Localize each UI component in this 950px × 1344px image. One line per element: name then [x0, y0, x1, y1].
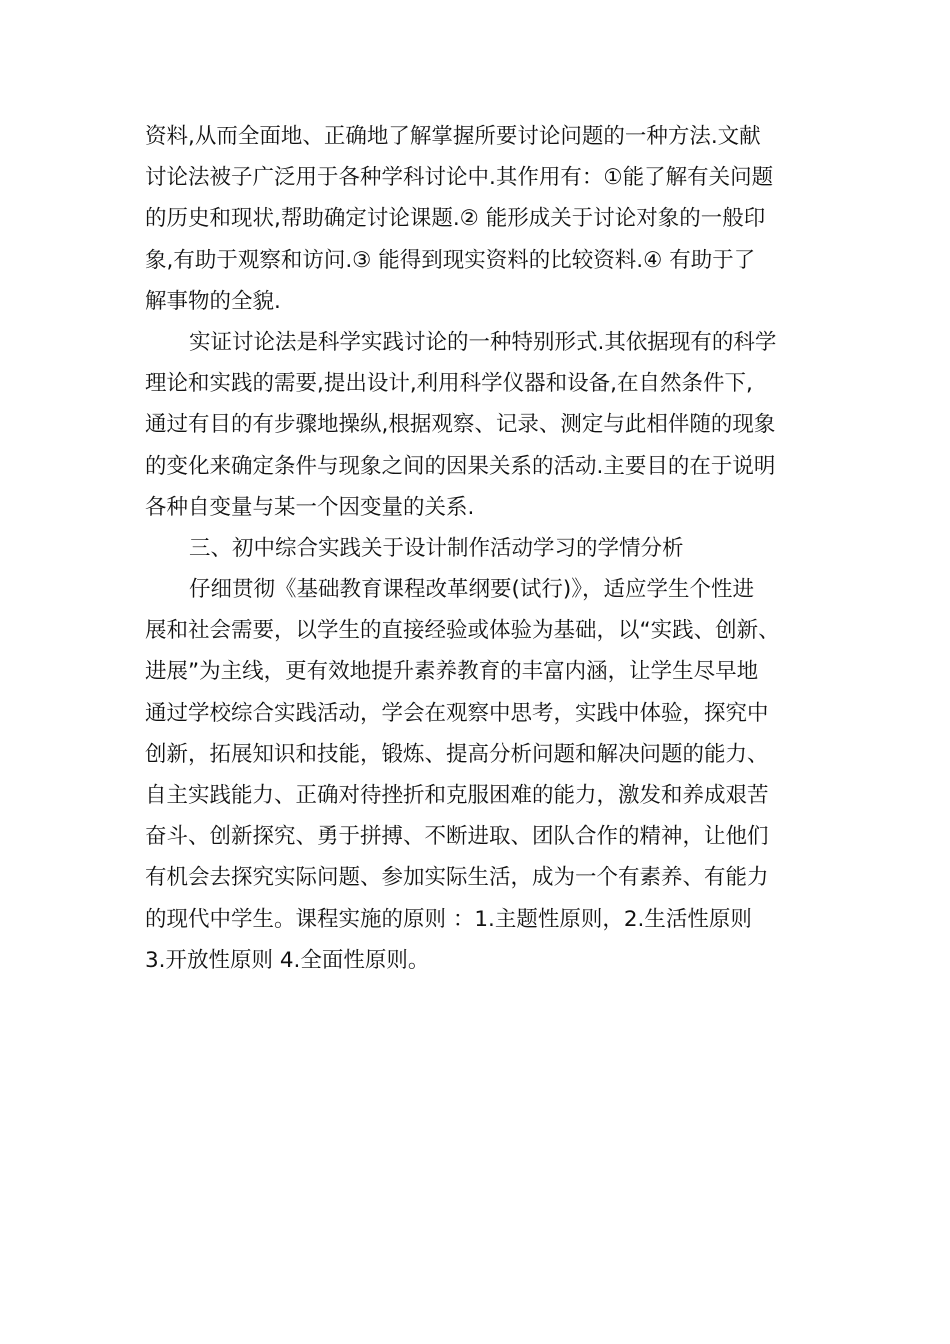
- text-line: 理论和实践的需要,提出设计,利用科学仪器和设备,在自然条件下,: [145, 371, 753, 397]
- text-line: 通过学校综合实践活动，学会在观察中思考，实践中体验，探究中: [145, 700, 769, 726]
- text-line: 解事物的全貌.: [145, 288, 281, 314]
- text-line: 自主实践能力、正确对待挫折和克服困难的能力，激发和养成艰苦: [145, 783, 769, 808]
- text-line: 创新，拓展知识和技能，锻炼、提高分析问题和解决问题的能力、: [145, 741, 769, 767]
- text-line: 各种自变量与某一个因变量的关系.: [145, 494, 475, 520]
- text-line: 仔细贯彻《基础教育课程改革纲要(试行)》，适应学生个性进: [189, 577, 755, 603]
- text-line: 展和社会需要，以学生的直接经验或体验为基础，以“实践、创新、: [145, 618, 780, 644]
- text-line: 的变化来确定条件与现象之间的因果关系的活动.主要目的在于说明: [145, 453, 776, 479]
- text-line: 奋斗、创新探究、勇于拼搏、不断进取、团队合作的精神，让他们: [145, 824, 769, 850]
- text-line: 象,有助于观察和访问.③ 能得到现实资料的比较资料.④ 有助于了: [145, 247, 756, 273]
- paragraph-literature-method: [145, 116, 810, 322]
- paragraph-learning-analysis: [145, 569, 810, 981]
- text-line: 的历史和现状,帮助确定讨论课题.② 能形成关于讨论对象的一般印: [145, 206, 766, 232]
- section-heading: 三、初中综合实践关于设计制作活动学习的学情分析: [189, 535, 684, 561]
- paragraph-empirical-method: [145, 322, 810, 528]
- text-line: 的现代中学生。课程实施的原则 ：1.主题性原则，2.生活性原则: [145, 906, 752, 932]
- text-line: 资料,从而全面地、正确地了解掌握所要讨论问题的一种方法.文献: [145, 124, 761, 149]
- text-line: 通过有目的有步骤地操纵,根据观察、记录、测定与此相伴随的现象: [145, 412, 776, 438]
- text-line: 进展”为主线，更有效地提升素养教育的丰富内涵，让学生尽早地: [145, 659, 759, 685]
- text-line: 讨论法被子广泛用于各种学科讨论中.其作用有：①能了解有关问题: [145, 165, 774, 191]
- text-line: 有机会去探究实际问题、参加实际生活，成为一个有素养、有能力: [145, 865, 769, 891]
- text-line: 实证讨论法是科学实践讨论的一种特别形式.其依据现有的科学: [189, 329, 777, 355]
- document-body: [145, 116, 810, 981]
- text-line: 3.开放性原则 4.全面性原则。: [145, 947, 430, 973]
